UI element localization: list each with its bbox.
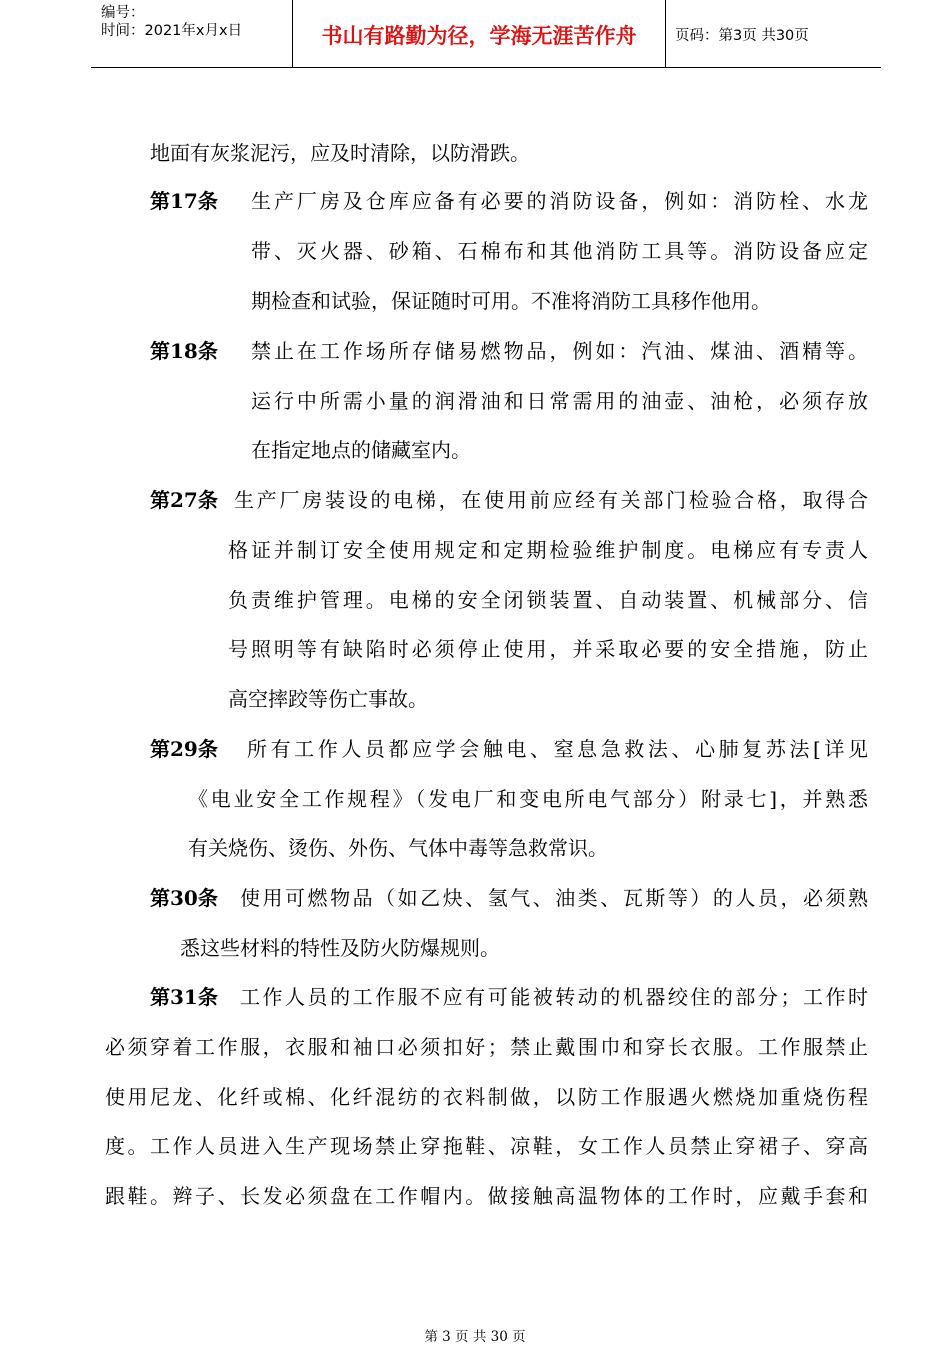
article-line: 在指定地点的储藏室内。 (251, 438, 471, 462)
article-line: 运行中所需小量的润滑油和日常需用的油壶、油枪，必须存放 (251, 389, 868, 413)
header-motto-cell (293, 0, 666, 67)
article-number: 第17条 (150, 189, 218, 213)
article-line: 格证并制订安全使用规定和定期检验维护制度。电梯应有专责人 (228, 538, 868, 562)
article-line: 必须穿着工作服，衣服和袖口必须扣好；禁止戴围巾和穿长衣服。工作服禁止 (105, 1035, 868, 1059)
article-line: 有关烧伤、烫伤、外伤、气体中毒等急救常识。 (188, 836, 608, 860)
article-line: 使用可燃物品（如乙炔、氢气、油类、瓦斯等）的人员，必须熟 (240, 886, 868, 910)
article-line: 度。工作人员进入生产现场禁止穿拖鞋、凉鞋，女工作人员禁止穿裙子、穿高 (105, 1134, 868, 1158)
document-number-label: 编号： (101, 5, 145, 21)
article-line: 所有工作人员都应学会触电、窒息急救法、心肺复苏法[详见 (247, 737, 868, 761)
article-line: 禁止在工作场所存储易燃物品，例如：汽油、煤油、酒精等。 (251, 339, 868, 363)
document-time-label: 时间：2021年x月x日 (101, 23, 243, 39)
header-motto: 书山有路勤为径，学海无涯苦作舟 (321, 24, 637, 48)
article-line: 悉这些材料的特性及防火防爆规则。 (180, 936, 500, 960)
article-line: 工作人员的工作服不应有可能被转动的机器绞住的部分；工作时 (240, 985, 868, 1009)
article-line: 期检查和试验，保证随时可用。不准将消防工具移作他用。 (251, 289, 771, 313)
article-number: 第30条 (150, 886, 218, 910)
article-line: 号照明等有缺陷时必须停止使用，并采取必要的安全措施，防止 (228, 637, 868, 661)
article-number: 第18条 (150, 339, 218, 363)
article-line: 高空摔跤等伤亡事故。 (228, 687, 428, 711)
article-line: 生产厂房及仓库应备有必要的消防设备，例如：消防栓、水龙 (251, 189, 868, 213)
header-page-cell (666, 0, 881, 67)
article-line: 《电业安全工作规程》（发电厂和变电所电气部分）附录七]，并熟悉 (188, 787, 868, 811)
article-line: 生产厂房装设的电梯，在使用前应经有关部门检验合格，取得合 (234, 488, 868, 512)
article-line: 负责维护管理。电梯的安全闭锁装置、自动装置、机械部分、信 (228, 588, 868, 612)
article-line: 使用尼龙、化纤或棉、化纤混纺的衣料制做，以防工作服遇火燃烧加重烧伤程 (105, 1085, 868, 1109)
article-line: 跟鞋。辫子、长发必须盘在工作帽内。做接触高温物体的工作时，应戴手套和 (105, 1184, 868, 1208)
header-meta-cell (91, 0, 293, 67)
intro-line: 地面有灰浆泥污，应及时清除，以防滑跌。 (150, 141, 530, 165)
article-number: 第29条 (150, 737, 218, 761)
article-line: 带、灭火器、砂箱、石棉布和其他消防工具等。消防设备应定 (251, 239, 868, 263)
article-number: 第27条 (150, 488, 218, 512)
article-number: 第31条 (150, 985, 218, 1009)
page-header (91, 0, 881, 68)
header-page-label: 页码：第3页 共30页 (675, 28, 809, 44)
page-footer: 第 3 页 共 30 页 (424, 1329, 526, 1345)
